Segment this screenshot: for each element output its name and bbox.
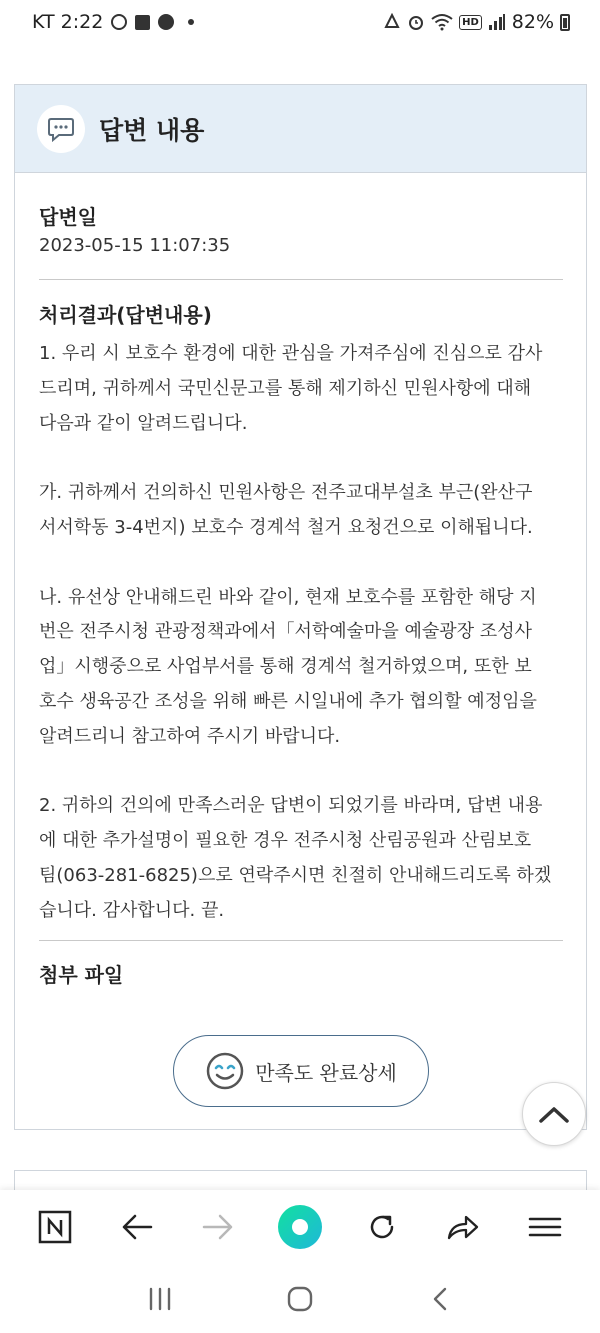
naver-home-button[interactable] bbox=[25, 1197, 85, 1257]
scroll-to-top-button[interactable] bbox=[522, 1082, 586, 1146]
battery-icon bbox=[560, 14, 570, 31]
chevron-up-icon bbox=[538, 1104, 570, 1124]
answer-line: 2. 귀하의 건의에 만족스러운 답변이 되었기를 바라며, 답변 내용 bbox=[39, 795, 543, 817]
answer-card bbox=[14, 84, 587, 1130]
answer-line: 에 대한 추가설명이 필요한 경우 전주시청 산림공원과 산림보호 bbox=[39, 830, 532, 852]
home-button[interactable] bbox=[270, 1269, 330, 1329]
refresh-icon bbox=[366, 1211, 398, 1243]
answer-body bbox=[39, 337, 569, 929]
satisfaction-button-label: 만족도 완료상세 bbox=[255, 1060, 397, 1085]
system-navigation-bar bbox=[0, 1264, 600, 1333]
wifi-icon bbox=[431, 13, 453, 31]
answer-line: 팀(063-281-6825)으로 연락주시면 친절히 안내해드리도록 하겠 bbox=[39, 864, 552, 886]
answer-line: 알려드리니 참고하여 주시기 바랍니다. bbox=[39, 725, 341, 747]
answer-line: 습니다. 감사합니다. 끝. bbox=[39, 899, 225, 921]
system-back-button[interactable] bbox=[410, 1269, 470, 1329]
answer-line: 번은 전주시청 관광정책과에서「서학예술마을 예술광장 조성사 bbox=[39, 621, 532, 643]
status-bar bbox=[0, 0, 600, 44]
answer-line: 호수 생육공간 조성을 위해 빠른 시일내에 추가 협의할 예정임을 bbox=[39, 690, 537, 712]
carrier-time: KT 2:22 bbox=[32, 11, 104, 33]
naver-n-icon bbox=[38, 1210, 72, 1244]
recent-apps-icon bbox=[147, 1287, 173, 1311]
attachment-label: 첨부 파일 bbox=[39, 963, 124, 987]
back-button[interactable] bbox=[107, 1197, 167, 1257]
chevron-left-icon bbox=[431, 1286, 449, 1312]
card-title: 답변 내용 bbox=[99, 115, 205, 145]
recycle-icon bbox=[383, 13, 401, 31]
signal-icon bbox=[488, 13, 506, 31]
green-circle-icon bbox=[276, 1203, 324, 1251]
browser-toolbar bbox=[0, 1190, 600, 1264]
divider bbox=[39, 940, 563, 941]
alarm-status-icon bbox=[407, 13, 425, 31]
chat-bubble-icon bbox=[37, 105, 85, 153]
answer-line: 서서학동 3-4번지) 보호수 경계석 철거 요청건으로 이해됩니다. bbox=[39, 516, 533, 538]
share-arrow-icon bbox=[446, 1213, 480, 1241]
answer-line: 나. 유선상 안내해드린 바와 같이, 현재 보호수를 포함한 해당 지 bbox=[39, 586, 537, 608]
alarm-icon bbox=[111, 14, 127, 30]
smiley-icon bbox=[205, 1051, 245, 1091]
answer-date-label: 답변일 bbox=[39, 205, 97, 229]
divider bbox=[39, 279, 563, 280]
share-button[interactable] bbox=[433, 1197, 493, 1257]
answer-date-value: 2023-05-15 11:07:35 bbox=[39, 235, 231, 256]
hamburger-menu-icon bbox=[528, 1215, 562, 1239]
satisfaction-detail-button[interactable] bbox=[173, 1035, 429, 1107]
gallery-icon bbox=[135, 15, 150, 30]
notification-dot-icon bbox=[188, 19, 194, 25]
refresh-button[interactable] bbox=[352, 1197, 412, 1257]
answer-line: 가. 귀하께서 건의하신 민원사항은 전주교대부설초 부근(완산구 bbox=[39, 482, 533, 504]
result-label: 처리결과(답변내용) bbox=[39, 303, 212, 327]
answer-line: 다음과 같이 알려드립니다. bbox=[39, 412, 248, 434]
card-header bbox=[15, 85, 586, 173]
answer-line: 업」시행중으로 사업부서를 통해 경계석 철거하였으며, 또한 보 bbox=[39, 656, 532, 678]
recent-apps-button[interactable] bbox=[130, 1269, 190, 1329]
green-dot-button[interactable] bbox=[270, 1197, 330, 1257]
menu-button[interactable] bbox=[515, 1197, 575, 1257]
hd-icon: HD bbox=[459, 15, 482, 30]
answer-line: 드리며, 귀하께서 국민신문고를 통해 제기하신 민원사항에 대해 bbox=[39, 377, 532, 399]
arrow-left-icon bbox=[121, 1214, 153, 1240]
answer-line: 1. 우리 시 보호수 환경에 대한 관심을 가져주심에 진심으로 감사 bbox=[39, 343, 543, 364]
battery-percent: 82% bbox=[511, 11, 554, 33]
forward-button[interactable] bbox=[188, 1197, 248, 1257]
arrow-right-icon bbox=[202, 1214, 234, 1240]
home-icon bbox=[286, 1285, 314, 1313]
messenger-icon bbox=[158, 14, 174, 30]
